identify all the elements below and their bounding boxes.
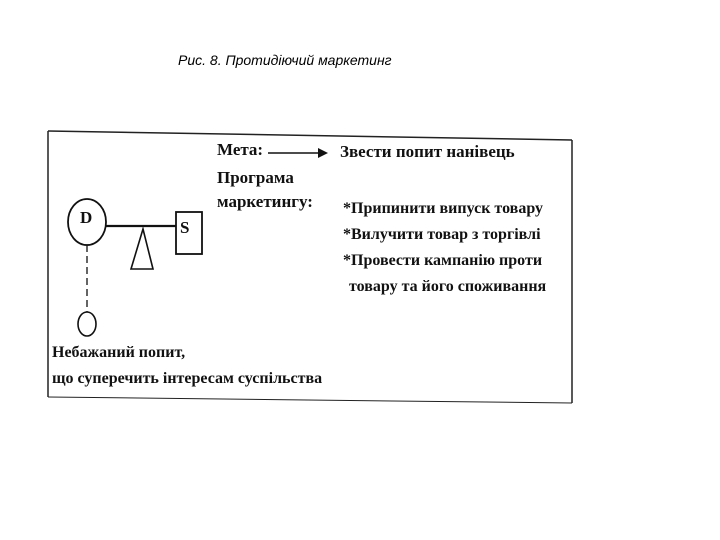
action-item: *Провести кампанію проти	[343, 252, 543, 269]
demand-node-label: D	[80, 208, 93, 227]
figure-caption: Рис. 8. Протидіючий маркетинг	[178, 52, 392, 68]
supply-node-label: S	[180, 218, 190, 237]
note-line: Небажаний попит,	[52, 344, 186, 361]
frame-top-line	[48, 131, 572, 140]
fulcrum-triangle	[131, 229, 153, 269]
goal-arrowhead	[318, 148, 328, 158]
program-label	[217, 166, 313, 214]
program-label-line: Програма	[217, 168, 294, 187]
action-item: *Вилучити товар з торгівлі	[343, 226, 541, 243]
goal-label: Мета:	[217, 140, 264, 159]
undesired-demand-circle	[78, 312, 96, 336]
actions-list	[343, 196, 546, 300]
undesired-demand-note	[52, 340, 322, 392]
action-item: товару та його споживання	[349, 278, 547, 295]
note-line: що суперечить інтересам суспільства	[52, 370, 323, 387]
frame-bottom-line	[48, 397, 572, 403]
action-item: *Припинити випуск товару	[343, 200, 543, 217]
goal-text: Звести попит нанівець	[340, 142, 515, 161]
program-label-line: маркетингу:	[217, 192, 313, 211]
